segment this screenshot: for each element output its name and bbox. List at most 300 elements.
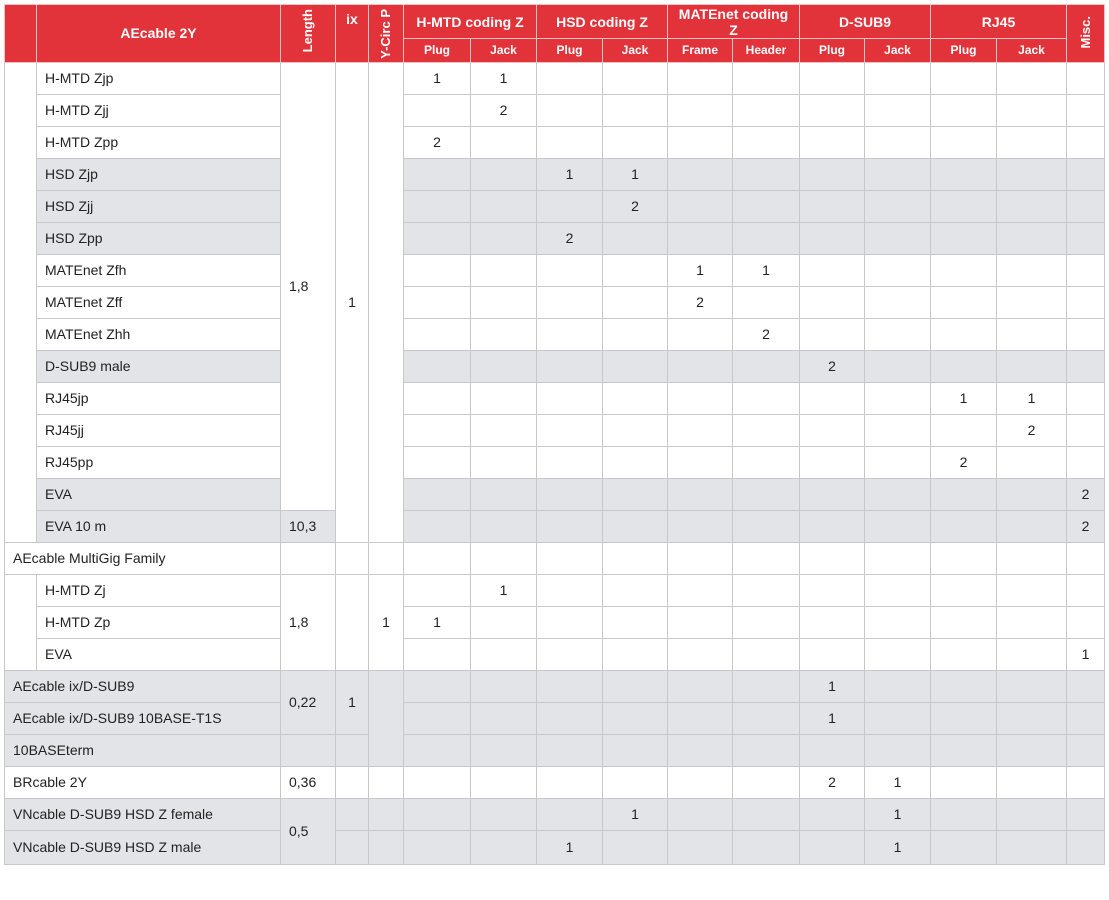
row-value-cell <box>733 670 800 702</box>
row-value-cell <box>404 638 471 670</box>
header-group-matenet: MATEnet coding Z <box>668 5 800 39</box>
row-value-cell <box>865 606 931 638</box>
row-value-cell <box>800 446 865 478</box>
row-value-cell <box>800 574 865 606</box>
row-value-cell <box>931 478 997 510</box>
row-value-cell <box>603 830 668 864</box>
row-value-cell <box>471 510 537 542</box>
row-ix <box>336 542 369 574</box>
table-row <box>5 638 1105 670</box>
row-product-name: HSD Zjj <box>37 190 281 222</box>
row-ycirc <box>369 830 404 864</box>
table-row <box>5 350 1105 382</box>
row-value-cell: 2 <box>733 318 800 350</box>
row-value-cell <box>537 798 603 830</box>
header-length: Length <box>281 5 336 63</box>
row-value-cell <box>800 382 865 414</box>
row-value-cell <box>471 286 537 318</box>
row-value-cell <box>800 542 865 574</box>
row-value-cell <box>800 414 865 446</box>
row-value-cell: 2 <box>668 286 733 318</box>
row-value-cell <box>537 94 603 126</box>
row-product-name: BRcable 2Y <box>5 766 281 798</box>
row-value-cell <box>931 798 997 830</box>
row-value-cell <box>733 606 800 638</box>
row-value-cell <box>471 478 537 510</box>
row-value-cell <box>997 190 1067 222</box>
table-row <box>5 702 1105 734</box>
row-value-cell <box>603 382 668 414</box>
row-ycirc <box>369 62 404 542</box>
row-value-cell <box>603 126 668 158</box>
row-value-cell <box>537 414 603 446</box>
row-value-cell <box>931 574 997 606</box>
row-misc <box>1067 286 1105 318</box>
row-value-cell <box>931 158 997 190</box>
row-length: 1,8 <box>281 574 336 670</box>
row-value-cell <box>931 222 997 254</box>
table-row <box>5 222 1105 254</box>
row-value-cell <box>733 286 800 318</box>
row-value-cell: 2 <box>800 766 865 798</box>
row-value-cell <box>537 478 603 510</box>
row-product-name: HSD Zjp <box>37 158 281 190</box>
row-value-cell <box>471 542 537 574</box>
row-value-cell <box>471 414 537 446</box>
row-value-cell <box>471 158 537 190</box>
row-product-name: HSD Zpp <box>37 222 281 254</box>
table-row <box>5 414 1105 446</box>
row-value-cell <box>471 254 537 286</box>
table-row <box>5 94 1105 126</box>
row-value-cell <box>865 190 931 222</box>
row-value-cell: 1 <box>471 62 537 94</box>
row-value-cell: 1 <box>603 158 668 190</box>
row-value-cell <box>865 158 931 190</box>
row-value-cell <box>404 446 471 478</box>
row-value-cell <box>733 126 800 158</box>
row-value-cell <box>800 478 865 510</box>
row-value-cell <box>931 510 997 542</box>
table-row <box>5 158 1105 190</box>
row-misc: 1 <box>1067 638 1105 670</box>
row-value-cell <box>404 254 471 286</box>
row-value-cell: 1 <box>865 830 931 864</box>
row-product-name: MATEnet Zff <box>37 286 281 318</box>
row-value-cell <box>668 382 733 414</box>
row-value-cell <box>800 62 865 94</box>
row-ycirc <box>369 542 404 574</box>
row-value-cell <box>668 798 733 830</box>
row-value-cell <box>603 606 668 638</box>
row-value-cell <box>603 62 668 94</box>
row-value-cell <box>997 446 1067 478</box>
row-product-name: VNcable D-SUB9 HSD Z male <box>5 830 281 864</box>
row-value-cell <box>931 766 997 798</box>
row-value-cell <box>997 574 1067 606</box>
row-value-cell <box>537 286 603 318</box>
row-value-cell <box>733 190 800 222</box>
row-value-cell <box>471 318 537 350</box>
row-ycirc <box>369 670 404 766</box>
row-value-cell <box>471 670 537 702</box>
row-value-cell <box>733 446 800 478</box>
header-group-rj45: RJ45 <box>931 5 1067 39</box>
row-product-name: H-MTD Zp <box>37 606 281 638</box>
table-row <box>5 830 1105 864</box>
row-product-name: AEcable MultiGig Family <box>5 542 281 574</box>
row-value-cell <box>800 318 865 350</box>
row-value-cell <box>537 126 603 158</box>
row-value-cell <box>668 414 733 446</box>
row-value-cell <box>733 798 800 830</box>
row-value-cell <box>800 638 865 670</box>
row-misc <box>1067 702 1105 734</box>
row-value-cell <box>404 510 471 542</box>
table-row <box>5 254 1105 286</box>
row-value-cell <box>404 542 471 574</box>
row-value-cell <box>733 158 800 190</box>
header-misc: Misc. <box>1067 5 1105 63</box>
row-value-cell <box>997 350 1067 382</box>
row-length <box>281 542 336 574</box>
row-misc <box>1067 798 1105 830</box>
header-group-hsd: HSD coding Z <box>537 5 668 39</box>
row-value-cell: 1 <box>603 798 668 830</box>
row-value-cell <box>404 574 471 606</box>
row-value-cell <box>668 670 733 702</box>
row-value-cell <box>603 766 668 798</box>
row-value-cell <box>931 318 997 350</box>
row-value-cell <box>668 222 733 254</box>
row-value-cell <box>603 638 668 670</box>
row-value-cell: 1 <box>668 254 733 286</box>
row-length: 0,36 <box>281 766 336 798</box>
row-value-cell: 1 <box>404 606 471 638</box>
row-value-cell <box>931 414 997 446</box>
subheader-hmtd-plug: Plug <box>404 39 471 63</box>
row-value-cell <box>865 702 931 734</box>
row-value-cell <box>404 702 471 734</box>
row-value-cell <box>404 94 471 126</box>
row-value-cell <box>668 478 733 510</box>
row-value-cell <box>603 318 668 350</box>
row-value-cell: 1 <box>733 254 800 286</box>
row-value-cell <box>537 318 603 350</box>
row-product-name: H-MTD Zjp <box>37 62 281 94</box>
row-indent-cell <box>5 62 37 542</box>
row-product-name: RJ45jj <box>37 414 281 446</box>
row-value-cell <box>865 94 931 126</box>
row-value-cell <box>668 190 733 222</box>
row-value-cell <box>603 670 668 702</box>
row-value-cell <box>471 126 537 158</box>
row-value-cell <box>997 542 1067 574</box>
row-value-cell <box>668 638 733 670</box>
row-value-cell <box>800 606 865 638</box>
row-value-cell <box>800 190 865 222</box>
row-misc <box>1067 574 1105 606</box>
subheader-rj45-jack: Jack <box>997 39 1067 63</box>
table-body <box>5 62 1105 864</box>
row-value-cell <box>668 446 733 478</box>
table-row <box>5 126 1105 158</box>
row-value-cell <box>404 286 471 318</box>
row-ycirc <box>369 798 404 830</box>
row-product-name: H-MTD Zjj <box>37 94 281 126</box>
row-indent-cell <box>5 574 37 670</box>
row-value-cell <box>668 350 733 382</box>
row-ix: 1 <box>336 62 369 542</box>
row-value-cell <box>997 606 1067 638</box>
row-product-name: EVA <box>37 478 281 510</box>
row-value-cell <box>404 798 471 830</box>
row-value-cell <box>997 158 1067 190</box>
row-value-cell: 2 <box>471 94 537 126</box>
row-value-cell <box>471 350 537 382</box>
row-product-name: MATEnet Zfh <box>37 254 281 286</box>
row-misc <box>1067 350 1105 382</box>
row-misc <box>1067 254 1105 286</box>
row-value-cell <box>404 670 471 702</box>
row-value-cell <box>668 510 733 542</box>
row-value-cell: 2 <box>404 126 471 158</box>
row-value-cell <box>733 94 800 126</box>
row-value-cell <box>603 478 668 510</box>
table-header <box>5 5 1105 63</box>
row-value-cell <box>733 350 800 382</box>
row-value-cell <box>668 126 733 158</box>
row-value-cell <box>865 734 931 766</box>
row-value-cell <box>537 254 603 286</box>
row-product-name: 10BASEterm <box>5 734 281 766</box>
row-value-cell <box>733 830 800 864</box>
row-value-cell <box>471 830 537 864</box>
row-value-cell: 1 <box>404 62 471 94</box>
row-value-cell <box>537 734 603 766</box>
row-value-cell: 1 <box>471 574 537 606</box>
row-value-cell <box>471 222 537 254</box>
row-value-cell <box>997 670 1067 702</box>
row-misc <box>1067 414 1105 446</box>
row-value-cell <box>471 382 537 414</box>
row-value-cell <box>733 510 800 542</box>
header-ix: ix <box>336 5 369 63</box>
row-value-cell <box>668 830 733 864</box>
row-value-cell <box>865 510 931 542</box>
row-value-cell <box>865 126 931 158</box>
row-value-cell <box>733 702 800 734</box>
row-value-cell <box>800 510 865 542</box>
row-value-cell <box>931 702 997 734</box>
row-value-cell <box>733 542 800 574</box>
table-row <box>5 62 1105 94</box>
row-value-cell <box>537 702 603 734</box>
subheader-matenet-header: Header <box>733 39 800 63</box>
row-length: 0,22 <box>281 670 336 734</box>
row-value-cell <box>865 542 931 574</box>
row-value-cell <box>931 190 997 222</box>
table-row <box>5 766 1105 798</box>
row-value-cell <box>537 766 603 798</box>
row-value-cell <box>931 254 997 286</box>
row-misc <box>1067 62 1105 94</box>
row-value-cell <box>865 350 931 382</box>
row-ix: 1 <box>336 670 369 734</box>
row-value-cell <box>997 734 1067 766</box>
row-length: 1,8 <box>281 62 336 510</box>
row-value-cell <box>668 606 733 638</box>
row-value-cell <box>733 222 800 254</box>
row-value-cell <box>603 222 668 254</box>
row-value-cell <box>603 510 668 542</box>
table-row <box>5 510 1105 542</box>
row-value-cell <box>471 446 537 478</box>
row-value-cell: 1 <box>997 382 1067 414</box>
row-value-cell <box>603 702 668 734</box>
row-value-cell <box>733 478 800 510</box>
row-value-cell <box>404 734 471 766</box>
row-value-cell: 1 <box>537 158 603 190</box>
row-value-cell <box>603 446 668 478</box>
row-ix <box>336 574 369 670</box>
row-value-cell <box>931 638 997 670</box>
subheader-matenet-frame: Frame <box>668 39 733 63</box>
row-value-cell: 2 <box>997 414 1067 446</box>
subheader-dsub9-plug: Plug <box>800 39 865 63</box>
row-value-cell <box>733 766 800 798</box>
row-value-cell <box>931 734 997 766</box>
row-value-cell <box>603 286 668 318</box>
row-value-cell: 2 <box>603 190 668 222</box>
row-value-cell <box>997 510 1067 542</box>
row-value-cell <box>865 638 931 670</box>
row-value-cell <box>865 318 931 350</box>
row-value-cell <box>404 414 471 446</box>
row-value-cell <box>800 830 865 864</box>
row-product-name: EVA <box>37 638 281 670</box>
row-value-cell <box>537 510 603 542</box>
header-indent-cell <box>5 5 37 63</box>
row-value-cell <box>537 382 603 414</box>
row-value-cell <box>865 382 931 414</box>
row-product-name: RJ45pp <box>37 446 281 478</box>
row-value-cell <box>997 830 1067 864</box>
row-ix <box>336 830 369 864</box>
row-value-cell <box>931 606 997 638</box>
row-value-cell <box>997 766 1067 798</box>
row-value-cell: 1 <box>931 382 997 414</box>
subheader-hsd-plug: Plug <box>537 39 603 63</box>
header-product: AEcable 2Y <box>37 5 281 63</box>
row-value-cell <box>800 126 865 158</box>
row-misc <box>1067 542 1105 574</box>
row-value-cell <box>404 190 471 222</box>
row-value-cell <box>603 94 668 126</box>
row-value-cell <box>404 766 471 798</box>
row-value-cell <box>668 766 733 798</box>
row-misc <box>1067 382 1105 414</box>
row-value-cell <box>603 574 668 606</box>
row-value-cell: 1 <box>865 798 931 830</box>
row-product-name: VNcable D-SUB9 HSD Z female <box>5 798 281 830</box>
row-value-cell <box>471 190 537 222</box>
row-misc <box>1067 190 1105 222</box>
row-value-cell: 2 <box>800 350 865 382</box>
table-row <box>5 670 1105 702</box>
row-value-cell <box>537 62 603 94</box>
table-row <box>5 382 1105 414</box>
row-value-cell <box>471 798 537 830</box>
row-product-name: RJ45jp <box>37 382 281 414</box>
subheader-hmtd-jack: Jack <box>471 39 537 63</box>
row-value-cell <box>537 606 603 638</box>
row-length: 10,3 <box>281 510 336 542</box>
row-value-cell <box>537 638 603 670</box>
row-misc <box>1067 766 1105 798</box>
row-misc: 2 <box>1067 478 1105 510</box>
row-value-cell <box>733 574 800 606</box>
row-value-cell <box>800 94 865 126</box>
row-value-cell <box>800 734 865 766</box>
table-row <box>5 286 1105 318</box>
row-product-name: EVA 10 m <box>37 510 281 542</box>
row-value-cell: 1 <box>800 702 865 734</box>
row-value-cell <box>471 734 537 766</box>
subheader-rj45-plug: Plug <box>931 39 997 63</box>
row-value-cell <box>404 830 471 864</box>
row-value-cell <box>997 254 1067 286</box>
row-value-cell <box>931 350 997 382</box>
row-product-name: AEcable ix/D-SUB9 <box>5 670 281 702</box>
row-misc <box>1067 830 1105 864</box>
row-ycirc <box>369 766 404 798</box>
row-product-name: D-SUB9 male <box>37 350 281 382</box>
header-ycirc: Y-Circ P <box>369 5 404 63</box>
row-value-cell: 1 <box>537 830 603 864</box>
row-value-cell <box>997 286 1067 318</box>
row-value-cell <box>931 62 997 94</box>
table-row <box>5 318 1105 350</box>
subheader-hsd-jack: Jack <box>603 39 668 63</box>
row-value-cell <box>865 286 931 318</box>
row-value-cell <box>865 222 931 254</box>
row-value-cell <box>668 574 733 606</box>
row-value-cell <box>537 446 603 478</box>
row-value-cell: 1 <box>800 670 865 702</box>
row-value-cell <box>997 126 1067 158</box>
row-value-cell <box>733 414 800 446</box>
row-length: 0,5 <box>281 798 336 864</box>
row-value-cell <box>800 158 865 190</box>
table-row <box>5 798 1105 830</box>
row-value-cell <box>668 702 733 734</box>
row-ix <box>336 734 369 766</box>
row-misc <box>1067 606 1105 638</box>
row-value-cell <box>865 414 931 446</box>
row-value-cell <box>668 94 733 126</box>
row-value-cell <box>733 382 800 414</box>
row-value-cell <box>668 542 733 574</box>
row-product-name: AEcable ix/D-SUB9 10BASE-T1S <box>5 702 281 734</box>
row-value-cell <box>800 798 865 830</box>
row-value-cell <box>865 574 931 606</box>
table-row <box>5 606 1105 638</box>
row-value-cell <box>800 254 865 286</box>
row-value-cell <box>931 542 997 574</box>
row-value-cell <box>865 254 931 286</box>
table-row <box>5 574 1105 606</box>
